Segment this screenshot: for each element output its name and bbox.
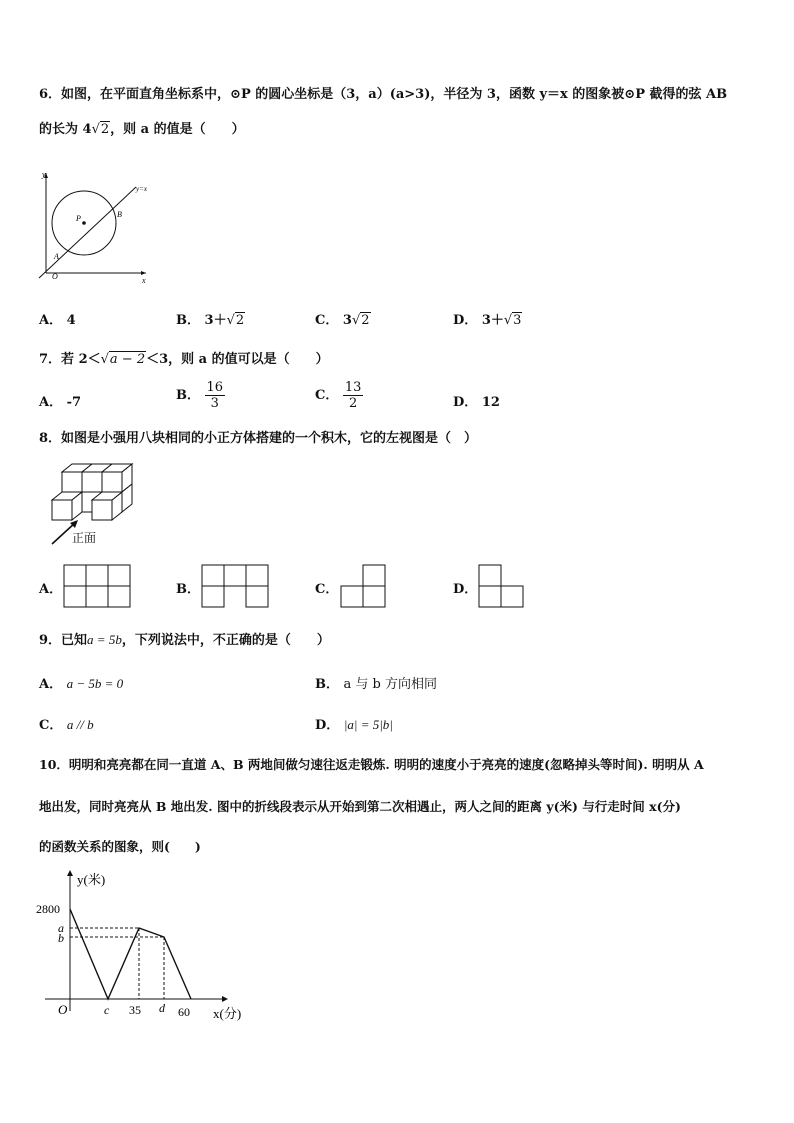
q8-stem: 8．如图是小强用八块相同的小正方体搭建的一个积木，它的左视图是（ ）: [39, 431, 478, 446]
q8-option-b-view[interactable]: [201, 564, 269, 609]
q6-line2-pre: 的长为 4: [39, 122, 92, 137]
fig-y-label: y: [42, 170, 46, 179]
q9-option-c[interactable]: C． a // b: [39, 717, 94, 733]
q7-option-c[interactable]: C． $\frac{13}{2}$: [315, 380, 362, 411]
q8-option-c-view[interactable]: [340, 564, 386, 609]
sqrt-symbol: √a − 2: [100, 352, 146, 367]
graph-x-c: c: [104, 1003, 110, 1017]
q10-line2: 地出发，同时亮亮从 B 地出发. 图中的折线段表示从开始到第二次相遇止，两人之间的距离 y(米) 与行走时间 x(分): [39, 799, 681, 814]
q9-stem: 9．已知a = 5b，下列说法中，不正确的是（ ）: [39, 632, 330, 648]
q8-option-c-letter[interactable]: C．: [315, 582, 339, 597]
fig-line-label: y=x: [136, 185, 147, 193]
q8-front-label: 正面: [72, 531, 97, 545]
graph-y-label: y(米): [77, 872, 106, 887]
q6-option-d[interactable]: D． 3＋√3: [453, 313, 522, 328]
q9-option-a[interactable]: A． a − 5b = 0: [39, 676, 124, 692]
q9-option-d[interactable]: D． |a| = 5|b|: [315, 717, 393, 733]
q8-option-d-view[interactable]: [478, 564, 524, 609]
q10-line1: 10．明明和亮亮都在同一直道 A、B 两地间做匀速往返走锻炼. 明明的速度小于亮亮的速度(忽略掉头等时间). 明明从 A: [39, 757, 704, 772]
q10-line3: 的函数关系的图象，则( ): [39, 839, 201, 854]
graph-x-d: d: [159, 1001, 165, 1015]
graph-y-b: b: [58, 931, 64, 945]
q6-line2-post: ，则 a 的值是（ ）: [110, 122, 245, 137]
q6-figure: [34, 165, 159, 285]
fig-origin-label: O: [52, 272, 58, 281]
q6-line2: [39, 118, 245, 137]
graph-x-label: x(分): [213, 1006, 242, 1021]
q7-stem: 7．若 2＜√a − 2＜3，则 a 的值可以是（ ）: [39, 352, 329, 367]
q6-line1: 6．如图，在平面直角坐标系中，⊙P 的圆心坐标是（3，a）(a>3)，半径为 3，函数 y＝x 的图象被⊙P 截得的弦 AB: [39, 87, 728, 102]
q6-option-a[interactable]: A． 4: [39, 313, 76, 328]
q6-option-b[interactable]: B． 3＋√2: [176, 313, 245, 328]
q10-graph: [30, 866, 260, 1026]
q7-option-a[interactable]: A． -7: [39, 395, 82, 410]
q7-option-d[interactable]: D． 12: [453, 395, 500, 410]
q8-option-b-letter[interactable]: B．: [176, 582, 200, 597]
graph-origin: O: [58, 1002, 68, 1017]
q8-option-a-view[interactable]: [63, 564, 131, 609]
graph-y-a: a: [58, 921, 64, 935]
q6-option-c[interactable]: C． 3√2: [315, 313, 370, 328]
q7-option-b[interactable]: B． $\frac{16}{3}$: [176, 380, 224, 411]
fig-b-label: B: [117, 210, 122, 219]
sqrt-symbol: √2: [91, 122, 110, 137]
graph-x-35: 35: [129, 1003, 141, 1017]
q9-expr: a = 5b: [87, 632, 122, 647]
fig-a-label: A: [54, 252, 59, 261]
q9-option-b[interactable]: B． a 与 b 方向相同: [315, 677, 438, 692]
graph-y-2800: 2800: [36, 902, 60, 916]
q8-option-d-letter[interactable]: D．: [453, 582, 478, 597]
q8-option-a-letter[interactable]: A．: [39, 582, 63, 597]
fig-x-label: x: [142, 276, 146, 285]
fig-p-label: P: [76, 214, 81, 223]
graph-x-60: 60: [178, 1005, 190, 1019]
